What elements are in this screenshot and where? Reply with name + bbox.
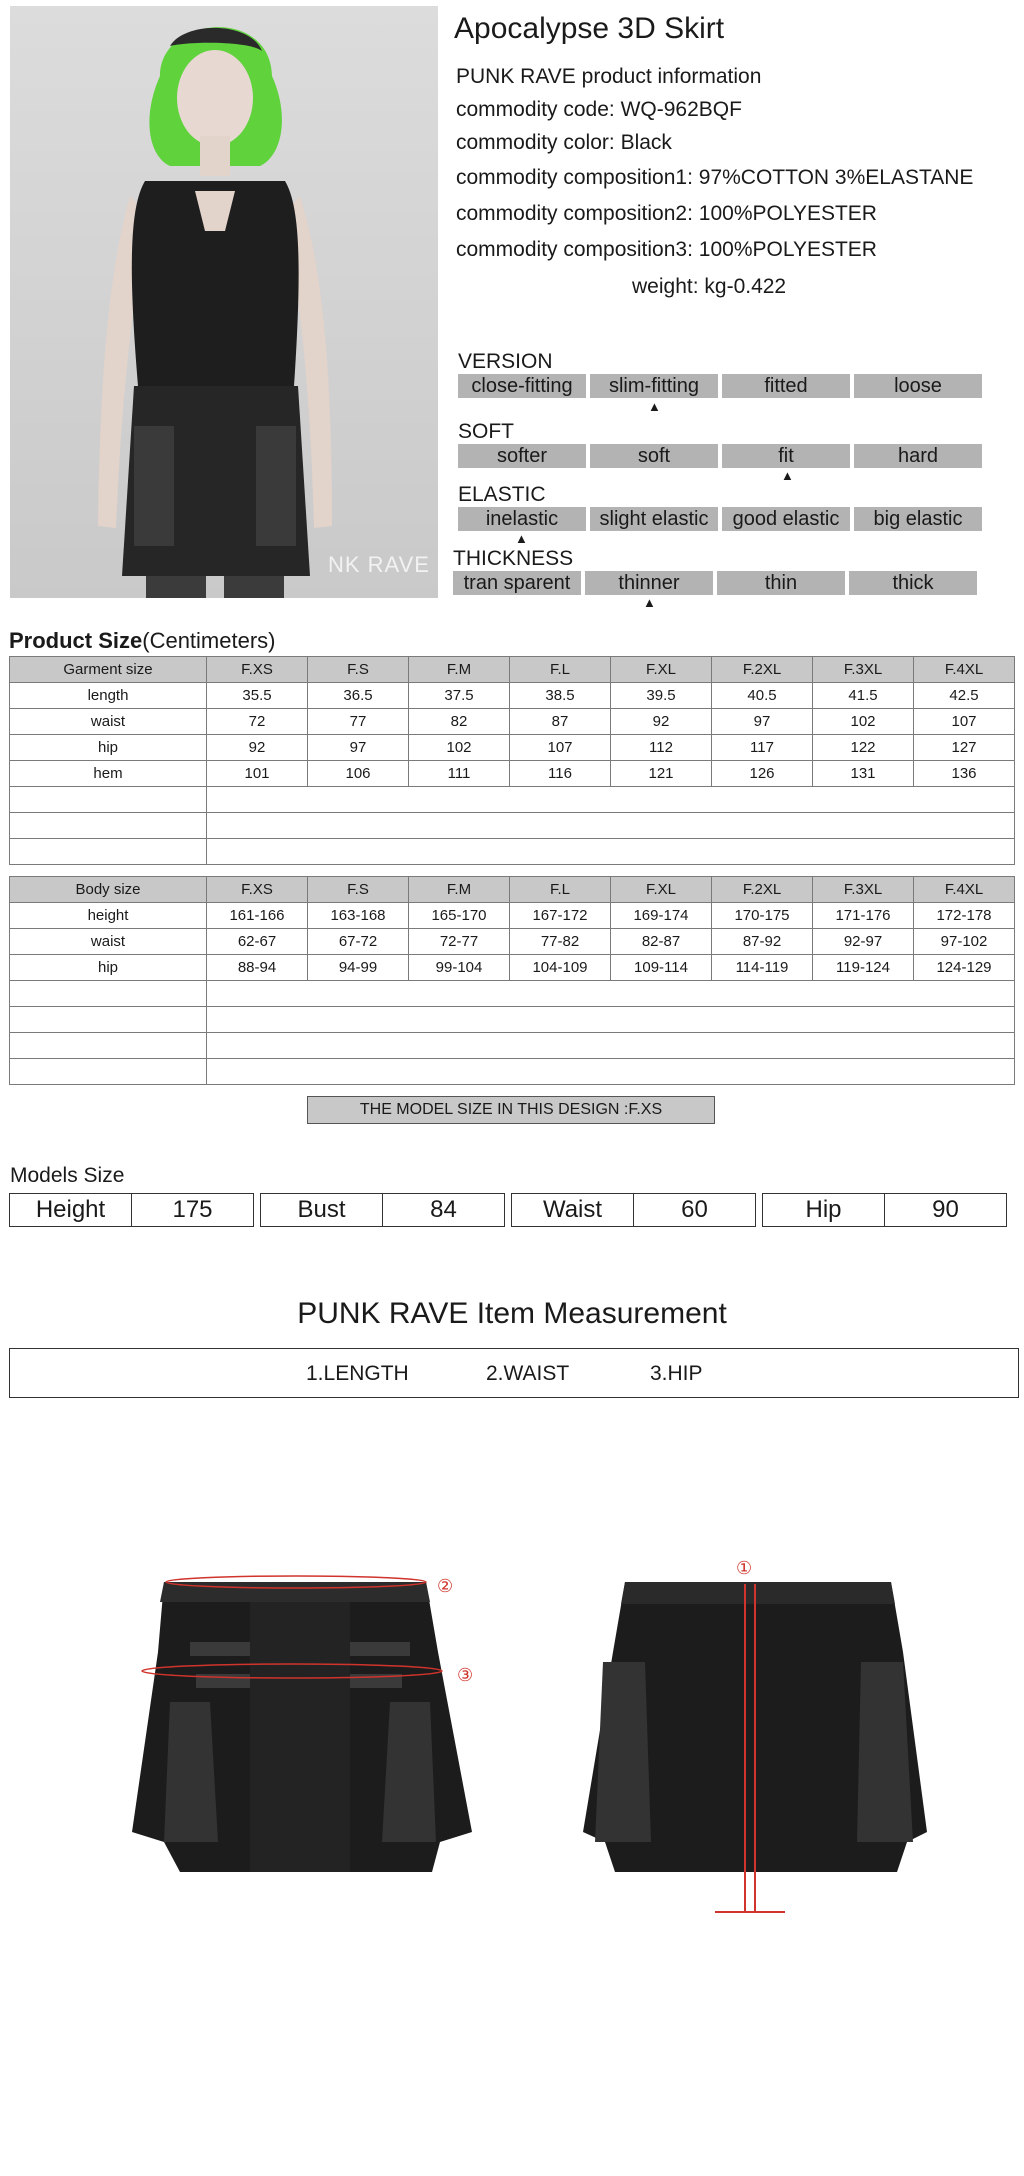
marker-hip: ③ [457, 1665, 474, 1685]
model-bust-value: 84 [382, 1194, 504, 1226]
product-size-heading: Product Size [9, 628, 143, 653]
composition1-row [456, 166, 973, 190]
table-cell: 97-102 [914, 929, 1015, 955]
table-cell: 122 [813, 735, 914, 761]
scale-option: big elastic [854, 507, 982, 531]
table-cell: 124-129 [914, 955, 1015, 981]
table-cell: 99-104 [409, 955, 510, 981]
composition3-row [456, 238, 877, 262]
table-header-cell: F.3XL [813, 877, 914, 903]
table-cell: 127 [914, 735, 1015, 761]
model-height-value: 175 [131, 1194, 253, 1226]
scale-option: thinner [585, 571, 713, 595]
table-cell: 102 [813, 709, 914, 735]
table-cell: hip [10, 735, 207, 761]
composition2-row [456, 202, 877, 226]
table-cell: 111 [409, 761, 510, 787]
table-cell: 92 [207, 735, 308, 761]
scale-option: hard [854, 444, 982, 468]
scale-option: loose [854, 374, 982, 398]
table-header-cell: F.4XL [914, 877, 1015, 903]
model-size-note: THE MODEL SIZE IN THIS DESIGN :F.XS [307, 1096, 715, 1124]
scale-elastic-label: ELASTIC [458, 483, 546, 506]
table-row [10, 929, 1015, 955]
table-row [10, 903, 1015, 929]
table-cell: 72 [207, 709, 308, 735]
table-cell: length [10, 683, 207, 709]
table-cell: 171-176 [813, 903, 914, 929]
table-header-cell: Garment size [10, 657, 207, 683]
table-cell: 167-172 [510, 903, 611, 929]
table-cell: 97 [712, 709, 813, 735]
product-size-unit: (Centimeters) [142, 628, 276, 653]
table-cell: 37.5 [409, 683, 510, 709]
product-size-title [9, 628, 276, 654]
table-cell: 92-97 [813, 929, 914, 955]
model-waist-label: Waist [542, 1196, 603, 1223]
table-cell: 39.5 [611, 683, 712, 709]
table-cell: 92 [611, 709, 712, 735]
table-cell: 82-87 [611, 929, 712, 955]
product-photo [10, 6, 438, 598]
model-waist-value: 60 [633, 1194, 755, 1226]
product-size-table [9, 656, 1015, 865]
table-cell: 107 [914, 709, 1015, 735]
table-header-row [10, 877, 1015, 903]
table-row [10, 683, 1015, 709]
scale-version-marker: ▲ [648, 399, 661, 414]
models-size-title: Models Size [10, 1164, 125, 1187]
table-cell: 170-175 [712, 903, 813, 929]
table-cell: 172-178 [914, 903, 1015, 929]
table-row [10, 709, 1015, 735]
table-cell: height [10, 903, 207, 929]
table-cell: 165-170 [409, 903, 510, 929]
scale-option: softer [458, 444, 586, 468]
table-cell: 77-82 [510, 929, 611, 955]
table-header-cell: F.XS [207, 877, 308, 903]
measurement-hip: 3.HIP [650, 1362, 703, 1385]
table-cell: 94-99 [308, 955, 409, 981]
model-hip-value: 90 [884, 1194, 1006, 1226]
scale-option: thick [849, 571, 977, 595]
table-cell: 97 [308, 735, 409, 761]
scale-thickness-marker: ▲ [643, 595, 656, 610]
table-cell: hip [10, 955, 207, 981]
color-label: commodity color: [456, 131, 615, 154]
table-cell: 104-109 [510, 955, 611, 981]
table-cell: 62-67 [207, 929, 308, 955]
comp2-label: commodity composition2: [456, 202, 693, 225]
table-cell: 42.5 [914, 683, 1015, 709]
table-row-empty [10, 839, 1015, 865]
table-cell: 38.5 [510, 683, 611, 709]
table-cell: 112 [611, 735, 712, 761]
color-value: Black [620, 131, 672, 154]
table-cell: 106 [308, 761, 409, 787]
table-cell: 87 [510, 709, 611, 735]
table-row-empty [10, 1059, 1015, 1085]
models-size-row [9, 1193, 1007, 1227]
model-hip-label: Hip [805, 1196, 842, 1223]
marker-waist: ② [437, 1576, 454, 1596]
scale-option: thin [717, 571, 845, 595]
comp2-value: 100%POLYESTER [698, 202, 877, 225]
code-label: commodity code: [456, 98, 615, 121]
comp1-label: commodity composition1: [456, 166, 693, 189]
table-row [10, 955, 1015, 981]
table-header-cell: F.M [409, 877, 510, 903]
table-header-cell: F.S [308, 877, 409, 903]
table-cell: 169-174 [611, 903, 712, 929]
weight-label: weight: [632, 275, 699, 298]
model-illustration [10, 6, 438, 598]
scale-option: slight elastic [590, 507, 718, 531]
skirt-back-image [555, 1542, 955, 1927]
scale-option: fitted [722, 374, 850, 398]
weight-value: kg-0.422 [704, 275, 787, 298]
table-cell: 119-124 [813, 955, 914, 981]
table-cell: 82 [409, 709, 510, 735]
table-row-empty [10, 1007, 1015, 1033]
table-header-cell: F.XL [611, 877, 712, 903]
table-cell: waist [10, 709, 207, 735]
table-header-cell: F.L [510, 657, 611, 683]
table-cell: waist [10, 929, 207, 955]
model-height-label: Height [35, 1196, 106, 1223]
table-cell: hem [10, 761, 207, 787]
table-cell: 40.5 [712, 683, 813, 709]
table-row-empty [10, 787, 1015, 813]
scale-soft-marker: ▲ [781, 468, 794, 483]
table-cell: 72-77 [409, 929, 510, 955]
comp3-value: 100%POLYESTER [698, 238, 877, 261]
model-waist [511, 1193, 756, 1227]
skirt-back-illustration [555, 1542, 955, 1922]
table-cell: 88-94 [207, 955, 308, 981]
table-row [10, 761, 1015, 787]
info-heading: PUNK RAVE product information [456, 65, 762, 88]
table-cell: 87-92 [712, 929, 813, 955]
table-cell: 67-72 [308, 929, 409, 955]
table-cell: 131 [813, 761, 914, 787]
scale-elastic-marker: ▲ [515, 531, 528, 546]
table-header-cell: F.XS [207, 657, 308, 683]
scale-option: fit [722, 444, 850, 468]
model-height [9, 1193, 254, 1227]
weight-row [632, 275, 786, 299]
scale-thickness [453, 571, 977, 595]
scale-option: inelastic [458, 507, 586, 531]
skirt-front-illustration [100, 1542, 500, 1922]
table-header-row [10, 657, 1015, 683]
scale-option: slim-fitting [590, 374, 718, 398]
skirt-front-image [100, 1542, 500, 1927]
table-header-cell: F.S [308, 657, 409, 683]
table-header-cell: F.XL [611, 657, 712, 683]
table-cell: 41.5 [813, 683, 914, 709]
scale-elastic [458, 507, 982, 531]
scale-option: good elastic [722, 507, 850, 531]
table-cell: 102 [409, 735, 510, 761]
table-cell: 101 [207, 761, 308, 787]
table-cell: 107 [510, 735, 611, 761]
table-cell: 35.5 [207, 683, 308, 709]
scale-soft-label: SOFT [458, 420, 514, 443]
table-cell: 114-119 [712, 955, 813, 981]
table-row-empty [10, 813, 1015, 839]
product-title: Apocalypse 3D Skirt [454, 12, 725, 45]
table-cell: 77 [308, 709, 409, 735]
model-bust [260, 1193, 505, 1227]
comp3-label: commodity composition3: [456, 238, 693, 261]
table-header-cell: F.4XL [914, 657, 1015, 683]
scale-option: soft [590, 444, 718, 468]
scale-thickness-label: THICKNESS [453, 547, 574, 570]
table-cell: 161-166 [207, 903, 308, 929]
model-hip [762, 1193, 1007, 1227]
watermark-text: NK RAVE [328, 552, 430, 577]
table-header-cell: F.3XL [813, 657, 914, 683]
scale-soft [458, 444, 982, 468]
table-header-cell: F.M [409, 657, 510, 683]
commodity-code-row [456, 98, 742, 122]
measurement-title: PUNK RAVE Item Measurement [297, 1297, 727, 1330]
table-cell: 126 [712, 761, 813, 787]
model-bust-label: Bust [297, 1196, 346, 1223]
table-header-cell: Body size [10, 877, 207, 903]
table-cell: 117 [712, 735, 813, 761]
scale-option: close-fitting [458, 374, 586, 398]
scale-option: tran sparent [453, 571, 581, 595]
scale-version [458, 374, 982, 398]
measurement-length: 1.LENGTH [306, 1362, 409, 1385]
table-header-cell: F.L [510, 877, 611, 903]
table-cell: 163-168 [308, 903, 409, 929]
table-row-empty [10, 981, 1015, 1007]
table-cell: 121 [611, 761, 712, 787]
table-cell: 136 [914, 761, 1015, 787]
table-cell: 109-114 [611, 955, 712, 981]
measurement-waist: 2.WAIST [486, 1362, 570, 1385]
table-header-cell: F.2XL [712, 877, 813, 903]
table-row [10, 735, 1015, 761]
body-size-table [9, 876, 1015, 1085]
code-value: WQ-962BQF [620, 98, 742, 121]
table-row-empty [10, 1033, 1015, 1059]
commodity-color-row [456, 131, 672, 155]
comp1-value: 97%COTTON 3%ELASTANE [698, 166, 974, 189]
scale-version-label: VERSION [458, 350, 553, 373]
table-cell: 36.5 [308, 683, 409, 709]
table-cell: 116 [510, 761, 611, 787]
marker-length: ① [736, 1558, 753, 1578]
table-header-cell: F.2XL [712, 657, 813, 683]
